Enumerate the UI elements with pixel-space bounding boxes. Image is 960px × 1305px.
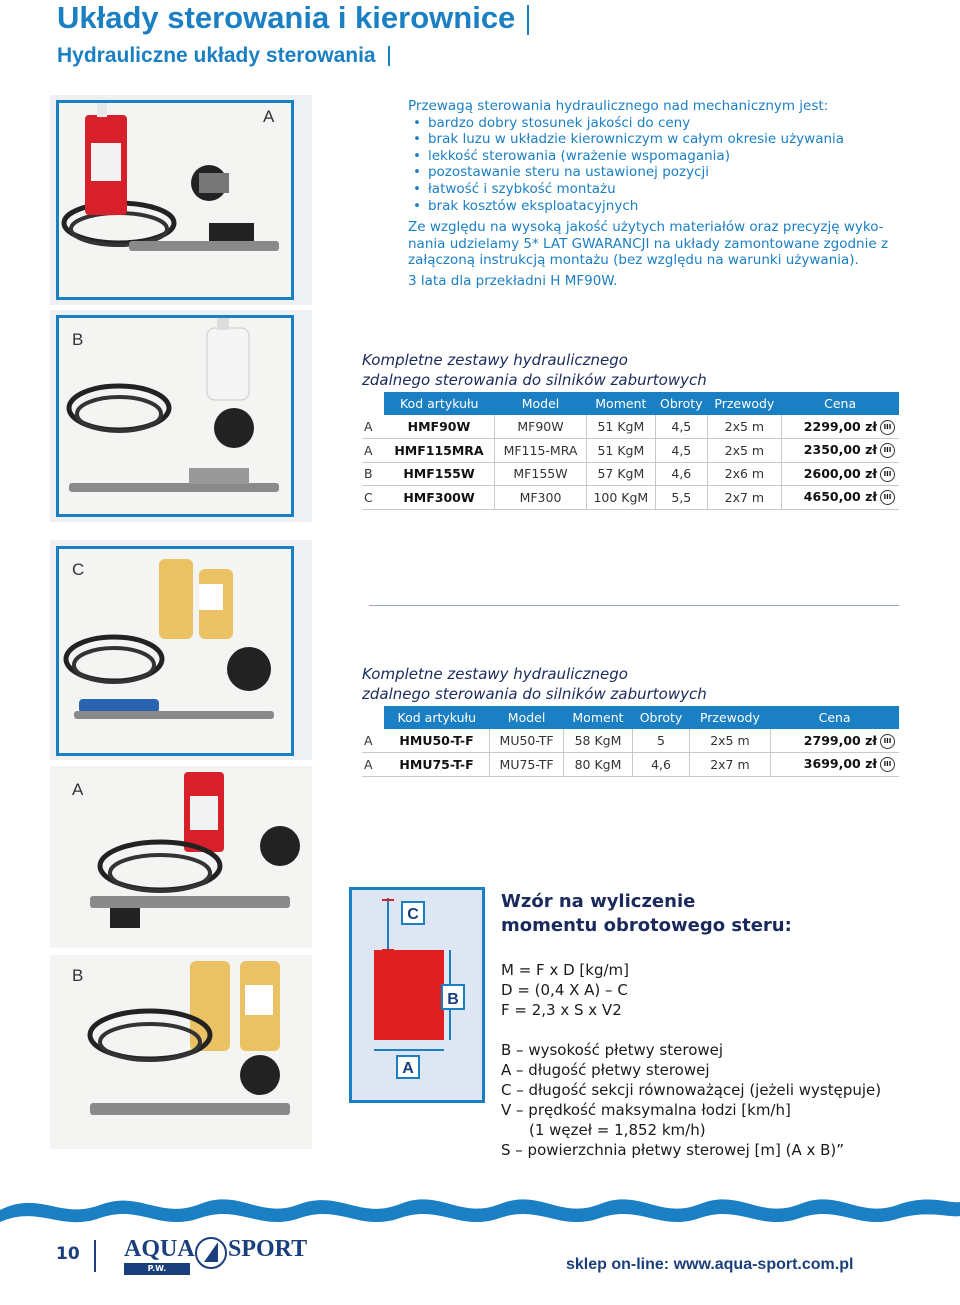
table-header: Obroty [655,392,707,415]
rudder-diagram [352,890,482,1100]
photo-c-image [59,549,291,753]
photo-c-label: C [72,560,85,579]
list-item: • bardzo dobry stosunek jakości do ceny [413,115,908,132]
photo-b-label: B [72,330,84,349]
diagram-label-b: B [447,991,459,1008]
table-row: B HMF155W MF155W 57 KgM 4,6 2x6 m 2600,00 zł III [362,462,899,486]
photo-a-image [59,103,291,297]
product-table-1 [362,392,899,510]
table-header: Kod artykułu [384,706,490,729]
shop-link[interactable]: sklep on-line: www.aqua-sport.com.pl [566,1256,854,1273]
photo-b2-label: B [72,966,84,985]
table-row: C HMF300W MF300 100 KgM 5,5 2x7 m 4650,00 zł III [362,486,899,510]
list-item: • łatwość i szybkość montażu [413,181,908,198]
photo-b2-frame [50,955,312,1149]
table-header: Obroty [632,706,689,729]
photo-a2-frame [50,766,312,948]
vat-badge: III [880,420,895,435]
table-header: Cena [781,392,899,415]
intro-lead: Przewagą sterowania hydraulicznego nad mechanicznym jest: [408,98,829,114]
photo-c-frame [56,546,294,756]
page-subtitle: Hydrauliczne układy sterowania [57,44,390,68]
advantages-list [408,115,908,215]
list-item: • brak kosztów eksploatacyjnych [413,198,908,215]
page-title: Układy sterowania i kierownice [57,0,529,36]
table-row: A HMF90W MF90W 51 KgM 4,5 2x5 m 2299,00 zł III [362,415,899,439]
photo-a-label: A [263,107,275,126]
vat-badge: III [880,443,895,458]
rudder-diagram-frame [349,887,485,1103]
table-header: Przewody [690,706,771,729]
title-divider [527,5,529,35]
intro-block [408,98,908,290]
list-item: • brak luzu w układzie kierowniczym w całym okresie używania [413,131,908,148]
table-header: Moment [587,392,656,415]
list-item: • lekkość sterowania (wrażenie wspomagania) [413,148,908,165]
formula-lines: M = F x D [kg/m] D = (0,4 X A) – C F = 2,3 x S x V2 [501,961,629,1019]
photo-a2-label: A [72,780,84,799]
table-header-blank [362,706,384,729]
table-header: Cena [770,706,899,729]
table-header: Przewody [708,392,782,415]
table2-title: Kompletne zestawy hydraulicznego zdalnego sterowania do silników zaburtowych [362,665,707,703]
table-header: Kod artykułu [384,392,494,415]
vat-badge: III [880,490,895,505]
photo-b2-image [50,955,312,1149]
table-header: Moment [564,706,633,729]
vat-badge: III [880,467,895,482]
photo-a2-image [50,766,312,948]
photo-b-frame [56,315,294,517]
product-table-2 [362,706,899,777]
sailboat-icon [194,1236,228,1270]
formula-title: Wzór na wyliczenie momentu obrotowego steru: [501,891,792,936]
photo-a-frame [56,100,294,300]
table-header: Model [490,706,564,729]
table-header: Model [494,392,586,415]
list-item: • pozostawanie steru na ustawionej pozycji [413,164,908,181]
warranty-text: Ze względu na wysoką jakość użytych materiałów oraz precyzję wyko-nania udzielamy 5* LAT GWARANCJI na układy zamontowane zgodnie z załączoną instrukcją montażu (bez względu na warunki używania). [408,219,889,269]
warranty-note: 3 lata dla przekładni H MF90W. [408,272,618,289]
table-row: A HMF115MRA MF115-MRA 51 KgM 4,5 2x5 m 2350,00 zł III [362,439,899,463]
subtitle-divider [388,46,390,66]
photo-b-image [59,318,291,514]
table-row: A HMU75-T-F MU75-TF 80 KgM 4,6 2x7 m 3699,00 zł III [362,753,899,777]
section-divider [369,605,899,606]
formula-legend: B – wysokość płetwy sterowej A – długość płetwy sterowej C – długość sekcji równoważącej (jeżeli występuje) V – prędkość maksymalna łodzi [km/h] (1 węzeł = 1,852 km/h) S – powierzchnia płetwy sterowej [m] (A x B)” [501,1041,882,1159]
vat-badge: III [880,757,895,772]
diagram-label-c: C [407,906,419,923]
table-row: A HMU50-T-F MU50-TF 58 KgM 5 2x5 m 2799,00 zł III [362,729,899,753]
page-number: 10 [56,1244,80,1264]
aqua-sport-logo: AQUA SPORT P.W. "MERCATO" [124,1236,308,1285]
vat-badge: III [880,734,895,749]
diagram-label-a: A [402,1060,414,1077]
table1-title: Kompletne zestawy hydraulicznego zdalnego sterowania do silników zaburtowych [362,351,707,389]
table-header-blank [362,392,384,415]
footer-divider [94,1240,96,1272]
